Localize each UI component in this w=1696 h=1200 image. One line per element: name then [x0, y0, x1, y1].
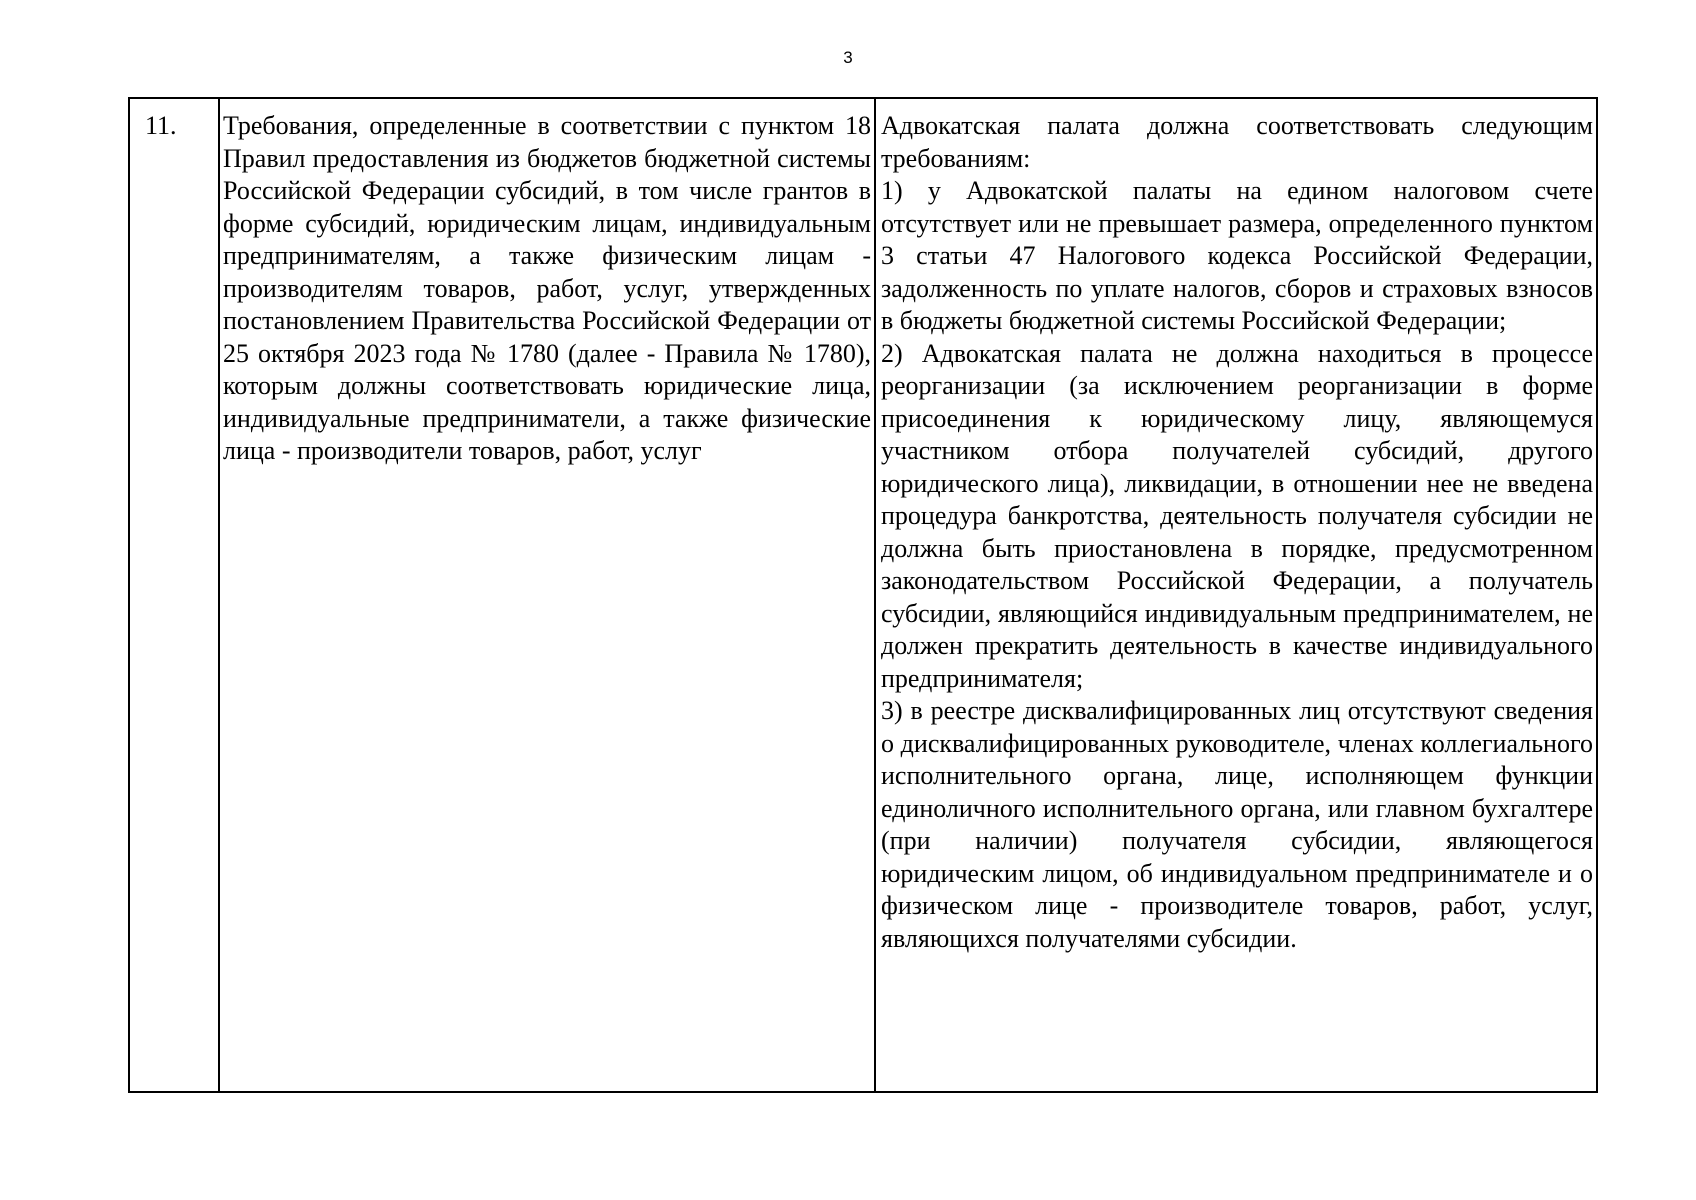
- answer-intro: Адвокатская палата должна соответствовать следующим требованиям:: [881, 111, 1593, 173]
- answer-item-1: 1) у Адвокатской палаты на едином налоговом счете отсутствует или не превышает размера, определенного пунктом 3 статьи 47 Налогового кодекса Российской Федерации, задолженность по уплате налогов, сборов и страховых взносов в бюджеты бюджетной системы Российской Федерации;: [881, 176, 1593, 335]
- requirements-table: [128, 97, 1598, 1093]
- requirement-cell: [220, 99, 876, 1091]
- requirement-text: Требования, определенные в соответствии с пунктом 18 Правил предоставления из бюджетов бюджетной системы Российской Федерации субсидий, в том числе грантов в форме субсидий, юридическим лицам, индивидуальным предпринимателям, а также физическим лицам - производителям товаров, работ, услуг, утвержденных постановлением Правительства Российской Федерации от 25 октября 2023 года № 1780 (далее - Правила № 1780), которым должны соответствовать юридические лица, индивидуальные предприниматели, а также физические лица - производители товаров, работ, услуг: [223, 111, 871, 465]
- answer-item-2: 2) Адвокатская палата не должна находиться в процессе реорганизации (за исключением реорганизации в форме присоединения к юридическому лицу, являющемуся участником отбора получателей субсидий, другого юридического лица), ликвидации, в отношении нее не введена процедура банкротства, деятельность получателя субсидии не должна быть приостановлена в порядке, предусмотренном законодательством Российской Федерации, а получатель субсидии, являющийся индивидуальным предпринимателем, не должен прекратить деятельность в качестве индивидуального предпринимателя;: [881, 338, 1593, 693]
- answer-cell: [876, 99, 1596, 1091]
- page-number: 3: [843, 48, 853, 67]
- answer-item-3: 3) в реестре дисквалифицированных лиц отсутствуют сведения о дисквалифицированных руководителе, членах коллегиального исполнительного органа, лице, исполняющем функции единоличного исполнительного органа, или главном бухгалтере (при наличии) получателя субсидии, являющегося юридическим лицом, об индивидуальном предпринимателе и о физическом лице - производителе товаров, работ, услуг, являющихся получателями субсидии.: [881, 696, 1593, 953]
- row-number: 11.: [145, 111, 177, 140]
- row-number-cell: [130, 99, 220, 1091]
